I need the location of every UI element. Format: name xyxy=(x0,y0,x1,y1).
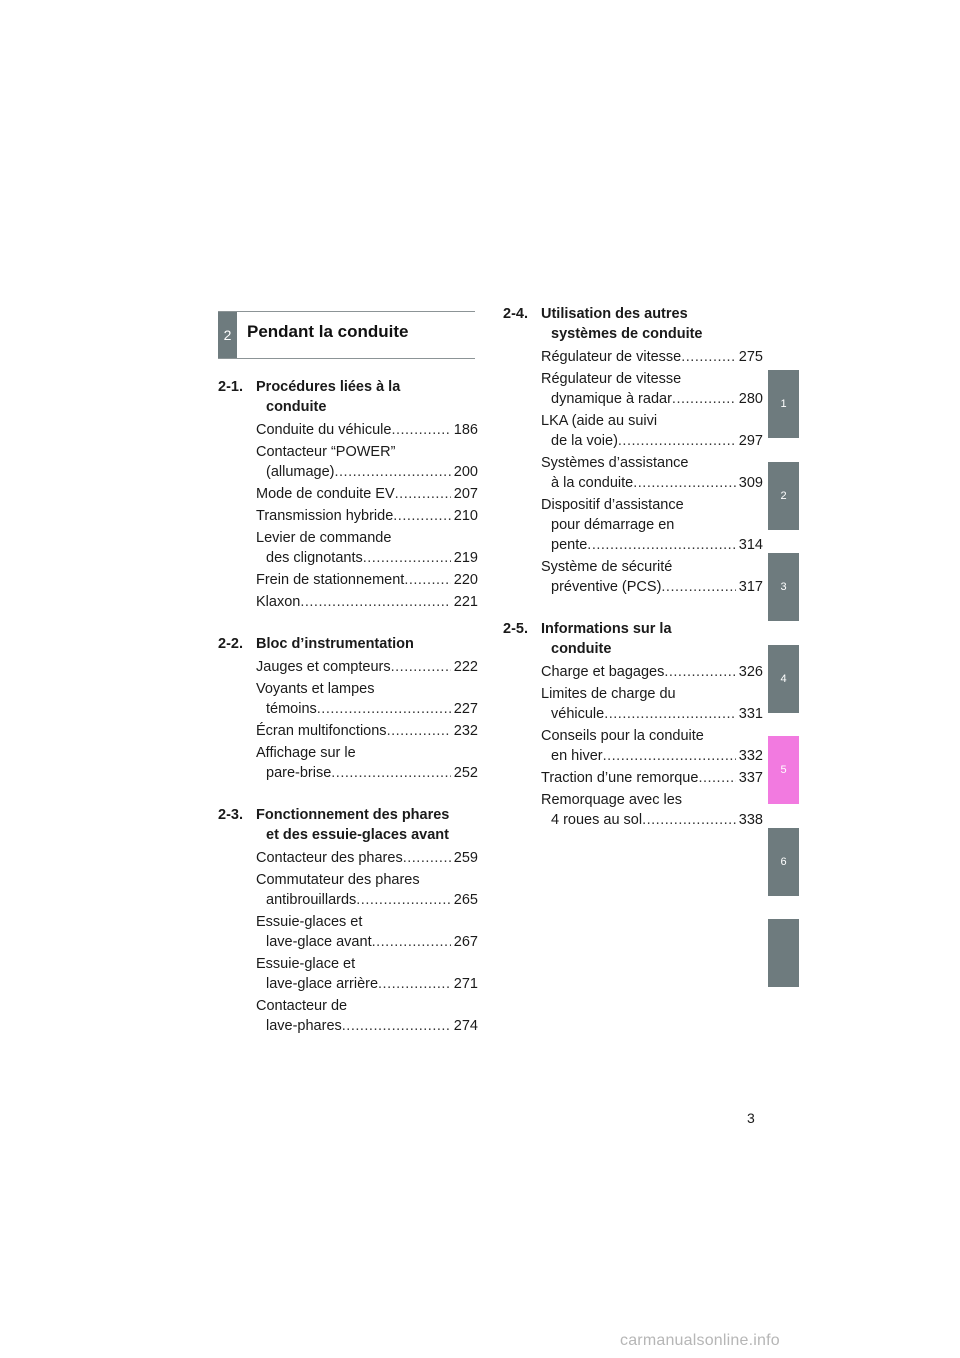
section-title-line: Procédures liées à la xyxy=(256,379,401,395)
entry-text: Contacteur des phares xyxy=(256,850,403,866)
entry-page: 338 xyxy=(738,812,763,828)
leader-dots xyxy=(604,704,736,724)
toc-entry[interactable] xyxy=(541,453,763,493)
toc-entry[interactable] xyxy=(256,721,478,741)
entry-list xyxy=(503,347,763,597)
toc-section xyxy=(218,377,478,612)
entry-line: Essuie-glace et xyxy=(256,956,356,972)
entry-list xyxy=(503,662,763,830)
entry-line: Contacteur de xyxy=(256,998,348,1014)
chapter-tab[interactable] xyxy=(768,919,799,987)
toc-entry[interactable] xyxy=(256,743,478,783)
leader-dots xyxy=(603,746,736,766)
entry-line xyxy=(541,704,763,724)
leader-dots xyxy=(403,848,451,868)
leader-dots xyxy=(331,763,451,783)
toc-entry[interactable] xyxy=(256,848,478,868)
entry-text: Traction d’une remorque xyxy=(541,770,699,786)
entry-line xyxy=(256,890,478,910)
entry-text: antibrouillards xyxy=(266,892,357,908)
entry-line xyxy=(541,389,763,409)
entry-page: 331 xyxy=(738,706,763,722)
entry-line xyxy=(256,848,478,868)
entry-line xyxy=(256,932,478,952)
entry-line xyxy=(541,473,763,493)
chapter-number: 2 xyxy=(218,312,237,358)
entry-text: des clignotants xyxy=(266,550,363,566)
toc-entry[interactable] xyxy=(541,768,763,788)
section-title-line: systèmes de conduite xyxy=(551,326,703,342)
entry-text: Mode de conduite EV xyxy=(256,486,395,502)
toc-entry[interactable] xyxy=(541,495,763,555)
entry-text: Klaxon xyxy=(256,594,301,610)
leader-dots xyxy=(342,1016,451,1036)
entry-line xyxy=(541,347,763,367)
entry-line: Système de sécurité xyxy=(541,559,673,575)
entry-line xyxy=(256,506,478,526)
entry-text: pente xyxy=(551,537,588,553)
leader-dots xyxy=(672,389,736,409)
entry-line xyxy=(541,431,763,451)
leader-dots xyxy=(395,484,451,504)
section-title-line: Informations sur la xyxy=(541,621,672,637)
entry-text: Frein de stationnement xyxy=(256,572,405,588)
entry-page: 210 xyxy=(453,508,478,524)
section-number: 2-2. xyxy=(218,636,243,652)
entry-line xyxy=(256,592,478,612)
entry-page: 232 xyxy=(453,723,478,739)
section-title-line: Utilisation des autres xyxy=(541,306,688,322)
entry-line: Remorquage avec les xyxy=(541,792,683,808)
toc-entry[interactable] xyxy=(541,369,763,409)
entry-page: 317 xyxy=(738,579,763,595)
entry-line: Affichage sur le xyxy=(256,745,356,761)
entry-text: préventive (PCS) xyxy=(551,579,662,595)
chapter-tab[interactable]: 4 xyxy=(768,645,799,713)
toc-entry[interactable] xyxy=(256,870,478,910)
section-title xyxy=(541,619,763,659)
entry-page: 220 xyxy=(453,572,478,588)
entry-list xyxy=(218,848,478,1036)
entry-page: 200 xyxy=(453,464,478,480)
entry-page: 222 xyxy=(453,659,478,675)
entry-text: témoins xyxy=(266,701,317,717)
section-number: 2-4. xyxy=(503,306,528,322)
entry-page: 219 xyxy=(453,550,478,566)
chapter-header xyxy=(218,311,475,359)
entry-text: (allumage) xyxy=(266,464,335,480)
entry-line xyxy=(541,535,763,555)
entry-line xyxy=(256,699,478,719)
entry-line: Essuie-glaces et xyxy=(256,914,363,930)
leader-dots xyxy=(587,535,736,555)
entry-line xyxy=(256,462,478,482)
entry-page: 252 xyxy=(453,765,478,781)
chapter-title: Pendant la conduite xyxy=(247,322,409,341)
entry-line: LKA (aide au suivi xyxy=(541,413,658,429)
entry-line xyxy=(256,657,478,677)
leader-dots xyxy=(300,592,450,612)
chapter-tab[interactable]: 1 xyxy=(768,370,799,438)
toc-entry[interactable] xyxy=(256,592,478,612)
entry-line: Voyants et lampes xyxy=(256,681,375,697)
entry-page: 267 xyxy=(453,934,478,950)
entry-line xyxy=(256,1016,478,1036)
leader-dots xyxy=(618,431,736,451)
leader-dots xyxy=(698,768,735,788)
section-title-line: conduite xyxy=(266,399,327,415)
leader-dots xyxy=(387,721,451,741)
entry-line: Commutateur des phares xyxy=(256,872,420,888)
entry-line: Levier de commande xyxy=(256,530,392,546)
entry-page: 265 xyxy=(453,892,478,908)
entry-text: dynamique à radar xyxy=(551,391,672,407)
entry-text: Charge et bagages xyxy=(541,664,665,680)
entry-list xyxy=(218,420,478,612)
entry-line xyxy=(256,548,478,568)
entry-text: Conduite du véhicule xyxy=(256,422,392,438)
entry-text: lave-phares xyxy=(266,1018,342,1034)
toc-entry[interactable] xyxy=(541,557,763,597)
toc-entry[interactable] xyxy=(541,726,763,766)
toc-entry[interactable] xyxy=(256,570,478,590)
toc-column-left xyxy=(218,377,478,1058)
entry-line xyxy=(256,570,478,590)
toc-entry[interactable] xyxy=(256,657,478,677)
section-heading[interactable] xyxy=(218,377,478,417)
entry-text: en hiver xyxy=(551,748,603,764)
toc-entry[interactable] xyxy=(541,411,763,451)
entry-list xyxy=(218,657,478,783)
section-number: 2-1. xyxy=(218,379,243,395)
toc-entry[interactable] xyxy=(256,528,478,568)
entry-line: Contacteur “POWER” xyxy=(256,444,396,460)
toc-entry[interactable] xyxy=(256,442,478,482)
entry-page: 309 xyxy=(738,475,763,491)
leader-dots xyxy=(391,420,450,440)
entry-page: 332 xyxy=(738,748,763,764)
entry-line xyxy=(541,577,763,597)
page-number: 3 xyxy=(747,1110,755,1126)
toc-entry[interactable] xyxy=(256,506,478,526)
entry-text: véhicule xyxy=(551,706,605,722)
section-title-line: conduite xyxy=(551,641,612,657)
toc-entry[interactable] xyxy=(256,420,478,440)
section-title-line: Bloc d’instrumentation xyxy=(256,636,414,652)
section-title-line: et des essuie-glaces avant xyxy=(266,827,449,843)
entry-page: 280 xyxy=(738,391,763,407)
entry-page: 221 xyxy=(453,594,478,610)
entry-page: 271 xyxy=(453,976,478,992)
entry-line xyxy=(541,768,763,788)
leader-dots xyxy=(317,699,451,719)
entry-text: Régulateur de vitesse xyxy=(541,349,682,365)
entry-text: à la conduite xyxy=(551,475,634,491)
entry-text: Jauges et compteurs xyxy=(256,659,391,675)
entry-line: Dispositif d’assistance xyxy=(541,497,684,513)
toc-section xyxy=(218,805,478,1036)
toc-section xyxy=(503,304,763,597)
leader-dots xyxy=(372,932,451,952)
leader-dots xyxy=(664,662,735,682)
entry-text: de la voie) xyxy=(551,433,618,449)
entry-line xyxy=(541,662,763,682)
toc-entry[interactable] xyxy=(256,484,478,504)
entry-line xyxy=(256,763,478,783)
toc-section xyxy=(503,619,763,830)
entry-line: Conseils pour la conduite xyxy=(541,728,704,744)
toc-section xyxy=(218,634,478,783)
entry-line xyxy=(541,810,763,830)
entry-page: 274 xyxy=(453,1018,478,1034)
leader-dots xyxy=(404,570,450,590)
entry-line xyxy=(541,746,763,766)
entry-page: 275 xyxy=(738,349,763,365)
entry-line: Systèmes d’assistance xyxy=(541,455,689,471)
leader-dots xyxy=(393,506,451,526)
section-heading[interactable] xyxy=(503,619,763,659)
leader-dots xyxy=(661,577,735,597)
entry-text: lave-glace arrière xyxy=(266,976,379,992)
entry-page: 314 xyxy=(738,537,763,553)
leader-dots xyxy=(642,810,736,830)
section-title xyxy=(256,377,478,417)
entry-line xyxy=(256,974,478,994)
entry-text: Transmission hybride xyxy=(256,508,394,524)
entry-line: Régulateur de vitesse xyxy=(541,371,682,387)
entry-page: 297 xyxy=(738,433,763,449)
toc-entry[interactable] xyxy=(541,662,763,682)
toc-column-right xyxy=(503,304,763,852)
chapter-tab[interactable]: 5 xyxy=(768,736,799,804)
leader-dots xyxy=(681,347,736,367)
toc-entry[interactable] xyxy=(256,954,478,994)
chapter-tab[interactable]: 2 xyxy=(768,462,799,530)
section-number: 2-5. xyxy=(503,621,528,637)
entry-text: lave-glace avant xyxy=(266,934,372,950)
entry-page: 259 xyxy=(453,850,478,866)
entry-page: 207 xyxy=(453,486,478,502)
section-title xyxy=(541,304,763,344)
section-heading[interactable] xyxy=(503,304,763,344)
entry-page: 227 xyxy=(453,701,478,717)
entry-line xyxy=(256,721,478,741)
leader-dots xyxy=(378,974,451,994)
leader-dots xyxy=(335,462,451,482)
toc-entry[interactable] xyxy=(256,912,478,952)
entry-text: pare-brise xyxy=(266,765,332,781)
entry-line: Limites de charge du xyxy=(541,686,676,702)
toc-entry[interactable] xyxy=(541,347,763,367)
toc-entry[interactable] xyxy=(541,684,763,724)
leader-dots xyxy=(391,657,451,677)
section-number: 2-3. xyxy=(218,807,243,823)
entry-page: 337 xyxy=(738,770,763,786)
entry-line xyxy=(256,484,478,504)
section-title xyxy=(256,805,478,845)
watermark: carmanualsonline.info xyxy=(620,1332,780,1349)
toc-entry[interactable] xyxy=(541,790,763,830)
chapter-tab[interactable]: 3 xyxy=(768,553,799,621)
chapter-tab[interactable]: 6 xyxy=(768,828,799,896)
entry-line xyxy=(256,420,478,440)
toc-entry[interactable] xyxy=(256,996,478,1036)
toc-entry[interactable] xyxy=(256,679,478,719)
entry-page: 186 xyxy=(453,422,478,438)
section-heading[interactable] xyxy=(218,805,478,845)
section-heading[interactable] xyxy=(218,634,478,654)
entry-line: pour démarrage en xyxy=(551,517,675,533)
entry-text: 4 roues au sol xyxy=(551,812,643,828)
section-title xyxy=(256,634,478,654)
entry-page: 326 xyxy=(738,664,763,680)
leader-dots xyxy=(356,890,451,910)
section-title-line: Fonctionnement des phares xyxy=(256,807,450,823)
leader-dots xyxy=(363,548,451,568)
entry-text: Écran multifonctions xyxy=(256,723,387,739)
leader-dots xyxy=(633,473,736,493)
